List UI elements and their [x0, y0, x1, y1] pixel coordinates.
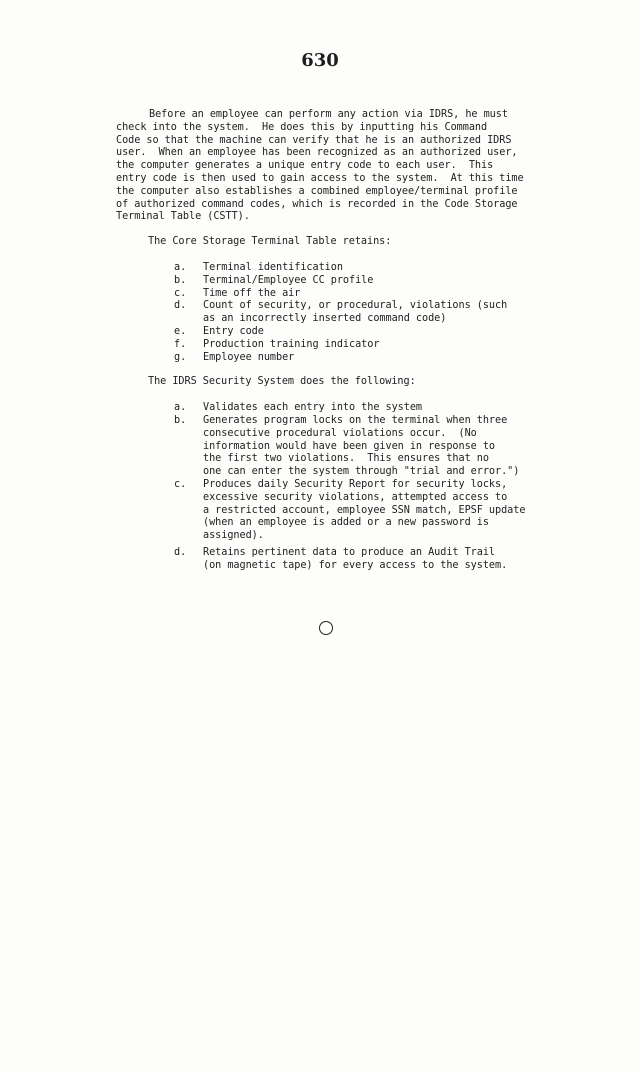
list-line: consecutive procedural violations occur. (No — [203, 427, 477, 439]
list-letter: e. — [174, 325, 187, 337]
list-letter: d. — [174, 300, 187, 312]
list-line: the first two violations. This ensures that no — [203, 453, 489, 465]
intro-line: of authorized command codes, which is recorded in the Code Storage — [116, 198, 518, 210]
list-line: Produces daily Security Report for security locks, — [203, 478, 508, 490]
list-letter: a. — [174, 261, 187, 273]
list-letter: b. — [174, 414, 187, 426]
intro-line: check into the system. He does this by inputting his Command — [116, 121, 488, 133]
intro-line: Code so that the machine can verify that he is an authorized IDRS — [116, 134, 512, 146]
list-line: Terminal/Employee CC profile — [203, 274, 374, 286]
list-line: excessive security violations, attempted access to — [203, 491, 508, 503]
circle-mark — [319, 621, 333, 635]
security-list — [174, 402, 525, 572]
intro-line: Before an employee can perform any action via IDRS, he must — [149, 109, 508, 120]
document-body — [116, 109, 525, 573]
list-line: (on magnetic tape) for every access to the system. — [203, 559, 508, 571]
list-item — [174, 326, 525, 339]
list-item — [174, 547, 525, 573]
list-letter: f. — [174, 338, 187, 350]
list-line: assigned). — [203, 530, 264, 542]
list-line: information would have been given in response to — [203, 440, 496, 452]
list-letter: c. — [174, 287, 187, 299]
intro-line: Terminal Table (CSTT). — [116, 211, 250, 223]
list-line: Count of security, or procedural, violations (such — [203, 300, 508, 312]
list-line: Retains pertinent data to produce an Audit Trail — [203, 546, 496, 558]
list-line: Production training indicator — [203, 338, 380, 350]
list-line: Time off the air — [203, 287, 301, 299]
list-item — [174, 339, 525, 352]
list-item — [174, 275, 525, 288]
list-line: Terminal identification — [203, 261, 343, 273]
intro-line: the computer generates a unique entry code to each user. This — [116, 160, 494, 172]
intro-line: entry code is then used to gain access to the system. At this time — [116, 172, 524, 184]
list-line: as an incorrectly inserted command code) — [203, 313, 447, 325]
list-line: Entry code — [203, 325, 264, 337]
list-item — [174, 288, 525, 301]
list-line: a restricted account, employee SSN match, EPSF update — [203, 504, 526, 516]
cstt-list — [174, 262, 525, 364]
list-item — [174, 352, 525, 365]
list-item — [174, 402, 525, 415]
list-line: Generates program locks on the terminal when three — [203, 414, 508, 426]
list-line: Validates each entry into the system — [203, 402, 423, 414]
security-heading: The IDRS Security System does the following: — [148, 376, 416, 388]
intro-paragraph — [116, 109, 525, 224]
cstt-heading: The Core Storage Terminal Table retains: — [148, 236, 392, 248]
list-letter: d. — [174, 546, 187, 558]
list-letter: g. — [174, 351, 187, 363]
list-item — [174, 262, 525, 275]
intro-line: the computer also establishes a combined employee/terminal profile — [116, 185, 518, 197]
list-item — [174, 415, 525, 479]
intro-line: user. When an employee has been recognized as an authorized user, — [116, 147, 518, 159]
list-line: (when an employee is added or a new password is — [203, 517, 489, 529]
page-number: 630 — [301, 50, 339, 71]
list-line: Employee number — [203, 351, 295, 363]
list-letter: a. — [174, 402, 187, 414]
list-item — [174, 300, 525, 326]
list-item — [174, 479, 525, 543]
list-line: one can enter the system through "trial and error.") — [203, 466, 520, 478]
list-letter: c. — [174, 478, 187, 490]
list-letter: b. — [174, 274, 187, 286]
